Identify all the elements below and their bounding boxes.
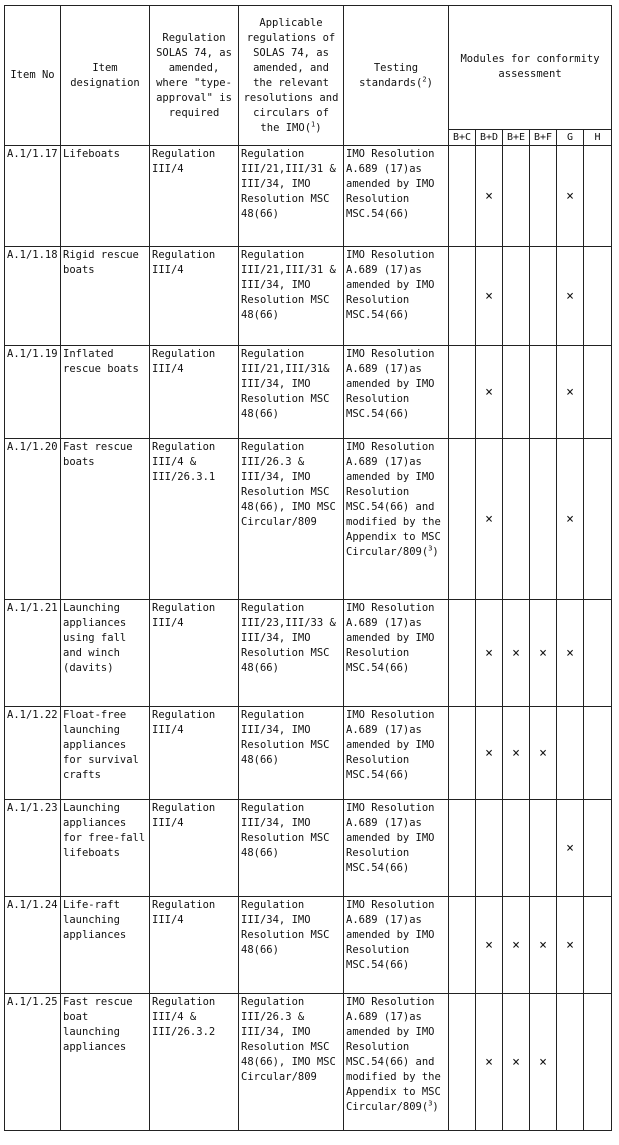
type-approval-table [4,5,612,1131]
module-mark-cell [530,247,557,346]
header-testing-text: Testing standards [359,61,419,89]
module-mark-cell [476,800,503,897]
table-row [5,800,612,897]
module-mark-cell: × [476,707,503,800]
module-mark-cell [449,897,476,994]
module-mark-cell: × [503,897,530,994]
module-mark-cell [557,994,584,1131]
module-col-g: G [557,130,584,146]
module-mark-cell: × [557,600,584,707]
testing-standards-text: IMO Resolution A.689 (17)as amended by IMO Resolution MSC.54(66) [346,148,435,220]
module-col-bf: B+F [530,130,557,146]
module-col-h: H [584,130,612,146]
module-mark-cell [449,146,476,247]
header-applicable: Applicable regulations of SOLAS 74, as amended, and the relevant resolutions and circulars of the IMO($^1$) [239,6,344,146]
header-row [5,6,612,130]
module-col-bd: B+D [476,130,503,146]
testing-standards-text: IMO Resolution A.689 (17)as amended by IMO Resolution MSC.54(66) and modified by the Appendix to MSC Circular/809 [346,996,441,1113]
item-no-cell: A.1/1.23 [5,800,61,897]
module-mark-cell [449,600,476,707]
applicable-regulations-cell: Regulation III/26.3 & III/34, IMO Resolution MSC 48(66), IMO MSC Circular/809 [239,439,344,600]
table-row [5,346,612,439]
header-modules: Modules for conformity assessment [449,6,612,130]
module-mark-cell [530,800,557,897]
testing-standards-cell [344,707,449,800]
footnote-ref: 3 [428,1099,433,1108]
table-row [5,439,612,600]
testing-standards-cell [344,346,449,439]
regulation-cell: Regulation III/4 [150,346,239,439]
regulation-cell: Regulation III/4 [150,600,239,707]
module-mark-cell [503,146,530,247]
module-mark-cell: × [557,247,584,346]
module-mark-cell: × [530,897,557,994]
module-mark-cell [584,897,612,994]
module-mark-cell [530,346,557,439]
applicable-regulations-cell: Regulation III/21,III/31& III/34, IMO Resolution MSC 48(66) [239,346,344,439]
item-designation-cell: Inflated rescue boats [61,346,150,439]
regulation-cell: Regulation III/4 [150,707,239,800]
table-row [5,600,612,707]
module-mark-cell: × [476,600,503,707]
footnote-ref: 1 [311,120,316,128]
module-mark-cell [503,247,530,346]
module-mark-cell: × [476,346,503,439]
header-regulation: Regulation SOLAS 74, as amended, where "type-approval" is required [150,6,239,146]
module-mark-cell: × [476,439,503,600]
module-mark-cell: × [557,897,584,994]
module-mark-cell [530,439,557,600]
module-mark-cell: × [503,707,530,800]
header-applicable-text: Applicable regulations of SOLAS 74, as amended, and the relevant resolutions and circulars of the IMO [243,16,339,134]
module-mark-cell [584,146,612,247]
applicable-regulations-cell: Regulation III/34, IMO Resolution MSC 48(66) [239,897,344,994]
module-col-bc: B+C [449,130,476,146]
module-mark-cell: × [530,994,557,1131]
applicable-regulations-cell: Regulation III/21,III/31 & III/34, IMO Resolution MSC 48(66) [239,247,344,346]
table-row [5,994,612,1131]
item-no-cell: A.1/1.20 [5,439,61,600]
module-mark-cell [449,800,476,897]
module-col-be: B+E [503,130,530,146]
header-testing: Testing standards($^2$) [344,6,449,146]
testing-standards-text: IMO Resolution A.689 (17)as amended by IMO Resolution MSC.54(66) [346,602,435,674]
applicable-regulations-cell: Regulation III/26.3 & III/34, IMO Resolution MSC 48(66), IMO MSC Circular/809 [239,994,344,1131]
module-mark-cell [449,707,476,800]
table-row [5,897,612,994]
table-row [5,146,612,247]
module-mark-cell: × [530,707,557,800]
regulation-cell: Regulation III/4 [150,800,239,897]
module-mark-cell [449,439,476,600]
footnote-ref: 2 [422,75,427,83]
module-mark-cell [584,600,612,707]
testing-standards-cell [344,600,449,707]
item-no-cell: A.1/1.19 [5,346,61,439]
testing-standards-text: IMO Resolution A.689 (17)as amended by IMO Resolution MSC.54(66) [346,802,435,874]
module-mark-cell: × [557,800,584,897]
regulation-cell: Regulation III/4 & III/26.3.1 [150,439,239,600]
applicable-regulations-cell: Regulation III/34, IMO Resolution MSC 48(66) [239,707,344,800]
item-designation-cell: Launching appliances for free-fall lifeboats [61,800,150,897]
item-no-cell: A.1/1.22 [5,707,61,800]
item-designation-cell: Rigid rescue boats [61,247,150,346]
testing-standards-text: IMO Resolution A.689 (17)as amended by IMO Resolution MSC.54(66) and modified by the Appendix to MSC Circular/809 [346,441,441,558]
table-row [5,247,612,346]
item-no-cell: A.1/1.24 [5,897,61,994]
testing-standards-text: IMO Resolution A.689 (17)as amended by IMO Resolution MSC.54(66) [346,249,435,321]
module-mark-cell: × [476,897,503,994]
module-mark-cell [503,346,530,439]
module-mark-cell [503,439,530,600]
testing-standards-cell [344,800,449,897]
header-designation: Item designation [61,6,150,146]
module-mark-cell: × [557,146,584,247]
item-designation-cell: Fast rescue boat launching appliances [61,994,150,1131]
testing-standards-cell: IMO Resolution A.689 (17)as amended by IMO Resolution MSC.54(66) and modified by the Appendix to MSC Circular/809($^3$) [344,439,449,600]
item-designation-cell: Life-raft launching appliances [61,897,150,994]
module-mark-cell: × [503,994,530,1131]
module-mark-cell [584,994,612,1131]
module-mark-cell [584,247,612,346]
item-no-cell: A.1/1.25 [5,994,61,1131]
module-mark-cell: × [476,247,503,346]
testing-standards-cell [344,247,449,346]
item-no-cell: A.1/1.21 [5,600,61,707]
module-mark-cell [584,346,612,439]
module-mark-cell: × [557,439,584,600]
testing-standards-text: IMO Resolution A.689 (17)as amended by IMO Resolution MSC.54(66) [346,348,435,420]
module-mark-cell: × [476,146,503,247]
testing-standards-cell [344,146,449,247]
applicable-regulations-cell: Regulation III/34, IMO Resolution MSC 48(66) [239,800,344,897]
module-mark-cell [584,439,612,600]
module-mark-cell [584,707,612,800]
module-mark-cell [530,146,557,247]
module-mark-cell: × [557,346,584,439]
module-mark-cell [584,800,612,897]
module-mark-cell [503,800,530,897]
applicable-regulations-cell: Regulation III/21,III/31 & III/34, IMO Resolution MSC 48(66) [239,146,344,247]
item-designation-cell: Lifeboats [61,146,150,247]
testing-standards-text: IMO Resolution A.689 (17)as amended by IMO Resolution MSC.54(66) [346,899,435,971]
header-item-no: Item No [5,6,61,146]
module-mark-cell [449,346,476,439]
regulation-cell: Regulation III/4 & III/26.3.2 [150,994,239,1131]
applicable-regulations-cell: Regulation III/23,III/33 & III/34, IMO Resolution MSC 48(66) [239,600,344,707]
module-mark-cell [449,994,476,1131]
item-designation-cell: Launching appliances using fall and winch (davits) [61,600,150,707]
testing-standards-cell: IMO Resolution A.689 (17)as amended by IMO Resolution MSC.54(66) and modified by the Appendix to MSC Circular/809($^3$) [344,994,449,1131]
item-designation-cell: Fast rescue boats [61,439,150,600]
module-mark-cell: × [503,600,530,707]
regulation-cell: Regulation III/4 [150,897,239,994]
testing-standards-text: IMO Resolution A.689 (17)as amended by IMO Resolution MSC.54(66) [346,709,435,781]
footnote-ref: 3 [428,544,433,553]
module-mark-cell [449,247,476,346]
testing-standards-cell [344,897,449,994]
table-row [5,707,612,800]
module-mark-cell: × [476,994,503,1131]
item-no-cell: A.1/1.17 [5,146,61,247]
regulation-cell: Regulation III/4 [150,146,239,247]
item-no-cell: A.1/1.18 [5,247,61,346]
module-mark-cell: × [530,600,557,707]
item-designation-cell: Float-free launching appliances for survival crafts [61,707,150,800]
regulation-cell: Regulation III/4 [150,247,239,346]
module-mark-cell [557,707,584,800]
